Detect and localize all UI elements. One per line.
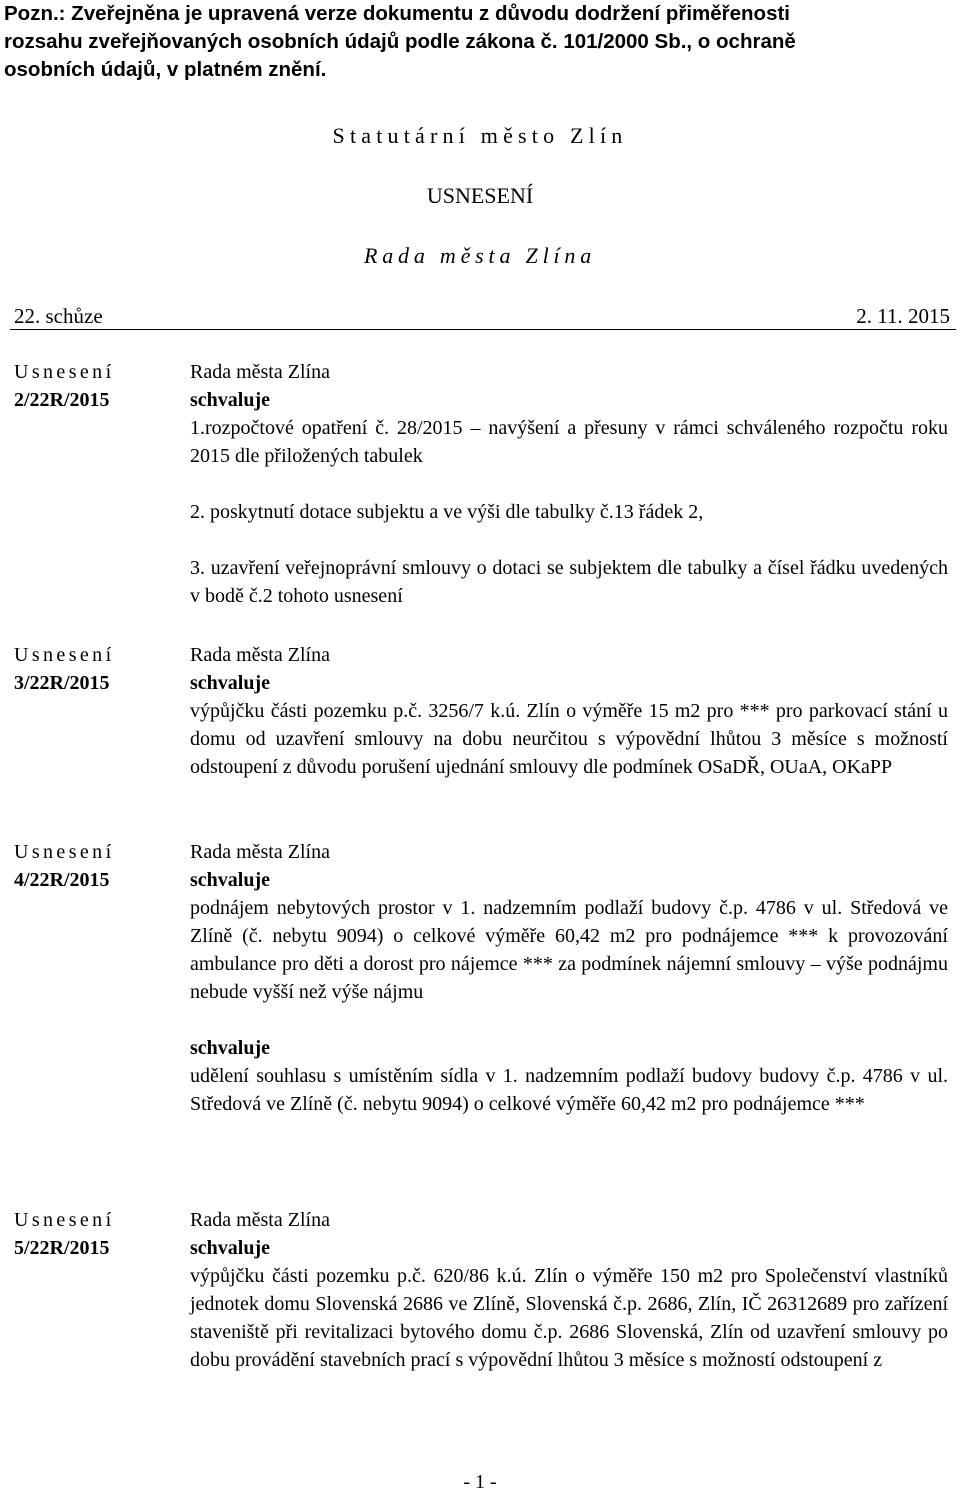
- council-name: Rada města Zlína: [190, 361, 330, 383]
- notice-line-1: Pozn.: Zveřejněna je upravená verze dokumentu z důvodu dodržení přiměřenosti: [4, 2, 790, 25]
- resolution-text: 3. uzavření veřejnoprávní smlouvy o dotaci se subjektem dle tabulky a čísel řádku uvedených v bodě č.2 tohoto usnesení: [190, 557, 948, 607]
- notice-line-3: osobních údajů, v platném znění.: [4, 58, 327, 81]
- council-name: Rada města Zlína: [190, 644, 330, 666]
- resolution-text: výpůjčku části pozemku p.č. 3256/7 k.ú. Zlín o výměře 15 m2 pro *** pro parkovací stání u domu od uzavření smlouvy na dobu neurčitou s výpovědní lhůtou 3 měsíce s možností odstoupení z důvodu porušení ujednání smlouvy dle podmínek OSaDŘ, OUaA, OKaPP: [190, 700, 948, 778]
- resolution-label: [14, 1206, 174, 1262]
- resolution-label: [14, 838, 174, 894]
- resolution-verb: schvaluje: [190, 1037, 270, 1059]
- resolution-verb: schvaluje: [190, 389, 270, 411]
- resolution-word: Usnesení: [14, 361, 115, 383]
- meeting-line: [14, 301, 950, 331]
- resolution-label: [14, 641, 174, 697]
- council-name: Rada města Zlína: [190, 1209, 330, 1231]
- notice-line-2: rozsahu zveřejňovaných osobních údajů podle zákona č. 101/2000 Sb., o ochraně: [4, 30, 796, 53]
- resolution-body: [190, 1206, 948, 1374]
- resolution-number: 5/22R/2015: [14, 1237, 110, 1259]
- city-title: Statutární město Zlín: [332, 123, 628, 148]
- resolution-text: výpůjčku části pozemku p.č. 620/86 k.ú. Zlín o výměře 150 m2 pro Společenství vlastníků jednotek domu Slovenská 2686 ve Zlíně, Slovenská č.p. 2686, Zlín, IČ 26312689 pro zařízení staveniště při revitalizaci bytového domu č.p. 2686 Slovenská, Zlín od uzavření smlouvy po dobu provádění stavebních prací s výpovědní lhůtou 3 měsíce s možností odstoupení z: [190, 1265, 948, 1371]
- meeting-date: 2. 11. 2015: [856, 304, 950, 328]
- resolution-label: [14, 358, 174, 414]
- resolution-text: 1.rozpočtové opatření č. 28/2015 – navýšení a přesuny v rámci schváleného rozpočtu roku 2015 dle přiložených tabulek: [190, 417, 948, 467]
- resolution-body: [190, 358, 948, 610]
- resolution-verb: schvaluje: [190, 672, 270, 694]
- document-type: USNESENÍ: [426, 183, 534, 208]
- header-divider: [10, 329, 956, 330]
- resolution-body: [190, 641, 948, 781]
- resolution-text: udělení souhlasu s umístěním sídla v 1. nadzemním podlaží budovy budovy č.p. 4786 v ul. Středová ve Zlíně (č. nebytu 9094) o celkové výměře 60,42 m2 pro podnájemce ***: [190, 1065, 948, 1115]
- resolution-verb: schvaluje: [190, 869, 270, 891]
- resolution-text: 2. poskytnutí dotace subjektu a ve výši dle tabulky č.13 řádek 2,: [190, 501, 704, 523]
- council-name: Rada města Zlína: [190, 841, 330, 863]
- resolution-number: 4/22R/2015: [14, 869, 110, 891]
- resolution-word: Usnesení: [14, 841, 115, 863]
- resolution-text: podnájem nebytových prostor v 1. nadzemním podlaží budovy č.p. 4786 v ul. Středová ve Zlíně (č. nebytu 9094) o celkové výměře 60,42 m2 pro podnájemce *** k provozování ambulance pro děti a dorost pro nájemce *** za podmínek nájemní smlouvy – výše podnájmu nebude vyšší než výše nájmu: [190, 897, 948, 1003]
- meeting-number: 22. schůze: [14, 304, 103, 328]
- resolution-word: Usnesení: [14, 644, 115, 666]
- resolution-word: Usnesení: [14, 1209, 115, 1231]
- resolution-body: [190, 838, 948, 1118]
- resolution-number: 3/22R/2015: [14, 672, 110, 694]
- council-title: Rada města Zlína: [363, 243, 597, 268]
- resolution-number: 2/22R/2015: [14, 389, 110, 411]
- page-number: - 1 -: [463, 1471, 497, 1493]
- resolution-verb: schvaluje: [190, 1237, 270, 1259]
- privacy-notice: [4, 0, 954, 84]
